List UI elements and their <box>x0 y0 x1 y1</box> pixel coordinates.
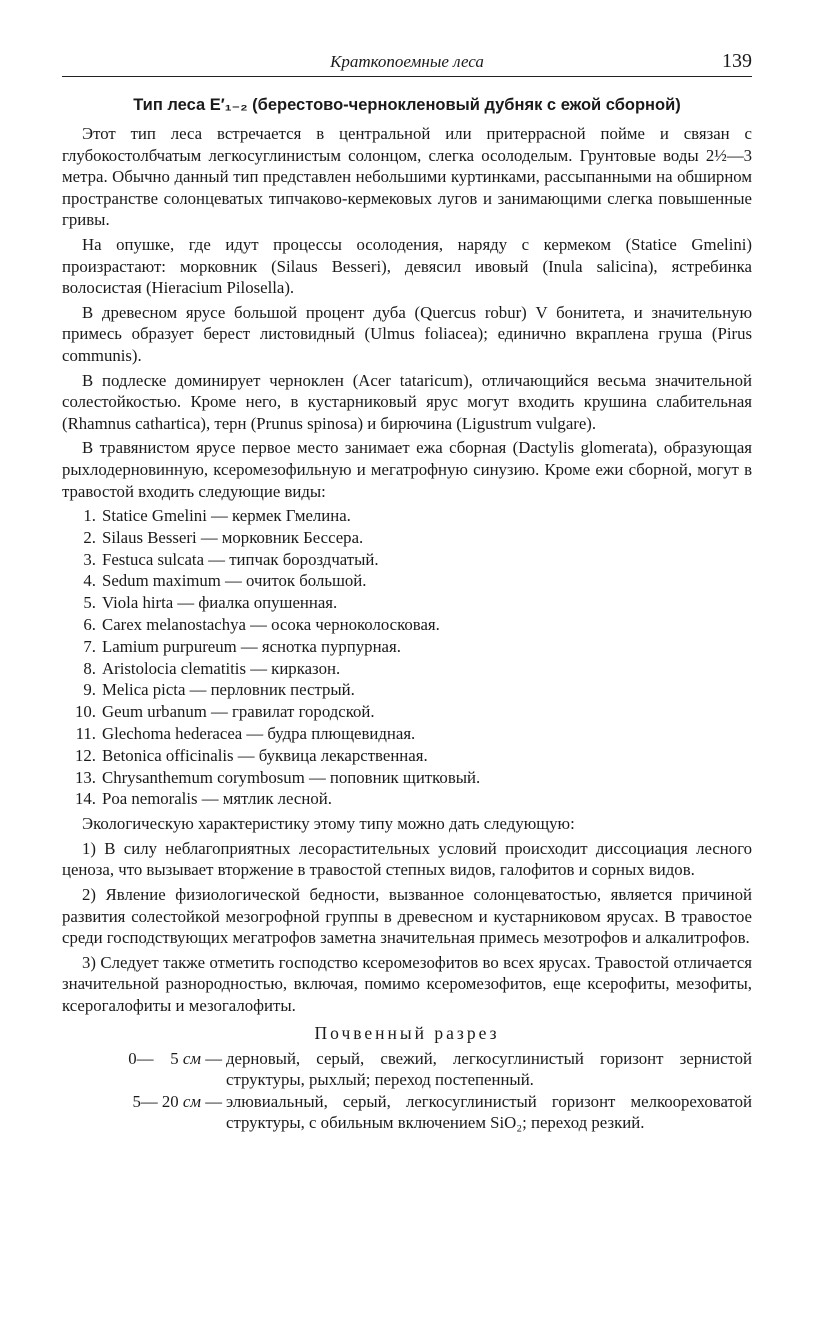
depth-unit: см <box>182 1048 202 1068</box>
list-text: Chrysanthemum corymbosum — поповник щитковый. <box>102 767 481 787</box>
list-item <box>62 636 752 658</box>
list-number: 14. <box>75 789 96 809</box>
list-text: Geum urbanum — гравилат городской. <box>102 702 375 722</box>
depth-unit: см <box>182 1091 202 1111</box>
list-number: 11. <box>75 724 96 744</box>
list-text: Lamium purpureum — яснотка пурпурная. <box>102 636 401 656</box>
paragraph: В древесном ярусе большой процент дуба (Quercus robur) V бонитета, и значительную примесь образует берест листовидный (Ulmus foliacea); единично вкраплена груша (Pirus communis). <box>62 302 752 365</box>
paragraph: Этот тип леса встречается в центральной или притеррасной пойме и связан с глубокостолбчатым легкосуглинистым солонцом, слегка осолоделым. Грунтовые воды 2½—3 метра. Обычно данный тип представлен небольшими куртинками, рассыпанными на обширном пространстве солонцеватых типчаково-кермековых лугов и занимающими слегка повышенные гривы. <box>62 124 752 230</box>
paragraph: 2) Явление физиологической бедности, вызванное солонцеватостью, является причиной развития солестойкой мезогрофной группы в древесном и кустарниковом ярусах. В травостое среди господствующих мегатрофов заметна значительная примесь мезотрофов и алкалитрофов. <box>62 885 752 948</box>
paragraph: В подлеске доминирует черноклен (Acer tataricum), отличающийся весьма значительной солестойкостью. Кроме него, в кустарниковый ярус могут входить крушина слабительная (Rhamnus cathartica), терн (Prunus spinosa) и бирючина (Ligustrum vulgare). <box>62 370 752 433</box>
running-header <box>62 48 752 77</box>
paragraph: 3) Следует также отметить господство ксеромезофитов во всех ярусах. Травостой отличается значительной разнородностью, включая, помимо ксеромезофитов, еще ксерофиты, мезофиты, ксерогалофиты и мезогалофиты. <box>62 952 752 1015</box>
list-item <box>62 614 752 636</box>
depth-from: 0— <box>128 1048 154 1068</box>
paragraph: 1) В силу неблагоприятных лесорастительных условий происходит диссоциация лесного ценоза, что вызывает вторжение в травостой степных видов, галофитов и сорных видов. <box>62 838 752 880</box>
horizon-depth: 5— 20 см — <box>132 1091 222 1111</box>
list-item <box>62 505 752 527</box>
list-number: 7. <box>83 636 96 656</box>
list-number: 12. <box>75 745 96 765</box>
running-title: Краткопоемные леса <box>330 52 484 71</box>
book-page <box>62 48 752 1134</box>
list-item <box>62 570 752 592</box>
depth-from: 5— <box>132 1091 158 1111</box>
list-text: Viola hirta — фиалка опушенная. <box>102 593 338 613</box>
list-text: Statice Gmelini — кермек Гмелина. <box>102 506 351 526</box>
list-item <box>62 767 752 789</box>
list-item <box>62 527 752 549</box>
list-number: 6. <box>83 615 96 635</box>
list-text: Sedum maximum — очиток большой. <box>102 571 367 591</box>
list-item <box>62 592 752 614</box>
list-text: Betonica officinalis — буквица лекарственная. <box>102 745 428 765</box>
list-text: Melica picta — перловник пестрый. <box>102 680 355 700</box>
species-list <box>62 505 752 810</box>
list-number: 8. <box>83 658 96 678</box>
horizon-depth: 0— 5 см — <box>128 1048 222 1068</box>
list-number: 13. <box>75 767 96 787</box>
soil-section-title: Почвенный разрез <box>314 1022 500 1043</box>
horizon-description: дерновый, серый, свежий, легкосуглинистый горизонт зернистой структуры, рыхлый; переход постепенный. <box>226 1048 752 1090</box>
list-item <box>62 745 752 767</box>
list-item <box>62 549 752 571</box>
soil-horizon <box>62 1091 752 1134</box>
list-text: Carex melanostachya — осока черноколосковая. <box>102 615 440 635</box>
list-text: Poa nemoralis — мятлик лесной. <box>102 789 332 809</box>
depth-to: 20 <box>161 1091 179 1111</box>
list-number: 1. <box>83 506 96 526</box>
paragraph: В травянистом ярусе первое место занимает ежа сборная (Dactylis glomerata), образующая рыхлодерновинную, ксеромезофильную и мегатрофную синузию. Кроме ежи сборной, могут в травостой входить следующие виды: <box>62 438 752 501</box>
list-number: 9. <box>83 680 96 700</box>
list-item <box>62 679 752 701</box>
list-number: 10. <box>75 702 96 722</box>
list-text: Silaus Besseri — морковник Бессера. <box>102 527 364 547</box>
list-item <box>62 788 752 810</box>
list-text: Glechoma hederacea — будра плющевидная. <box>102 724 416 744</box>
list-item <box>62 701 752 723</box>
depth-to: 5 <box>170 1048 179 1068</box>
horizon-description: элювиальный, серый, легкосуглинистый горизонт мелкоореховатой структуры, с обильным включением SiO₂; переход резкий. <box>226 1091 752 1133</box>
list-text: Festuca sulcata — типчак бороздчатый. <box>102 549 379 569</box>
paragraph: Экологическую характеристику этому типу можно дать следующую: <box>82 814 575 834</box>
paragraph: На опушке, где идут процессы осолодения, наряду с кермеком (Statice Gmelini) произрастают: морковник (Silaus Besseri), девясил ивовый (Inula salicina), ястребинка волосистая (Hieracium Pilosella). <box>62 234 752 298</box>
list-item <box>62 658 752 680</box>
list-number: 4. <box>83 571 96 591</box>
list-number: 5. <box>83 593 96 613</box>
page-number: 139 <box>722 50 752 72</box>
section-heading: Тип леса E′₁₋₂ (берестово-чернокленовый дубняк с ежой сборной) <box>133 96 681 114</box>
list-number: 3. <box>83 549 96 569</box>
list-text: Aristolocia clematitis — кирказон. <box>102 658 341 678</box>
soil-horizon <box>62 1048 752 1091</box>
list-number: 2. <box>83 527 96 547</box>
list-item <box>62 723 752 745</box>
